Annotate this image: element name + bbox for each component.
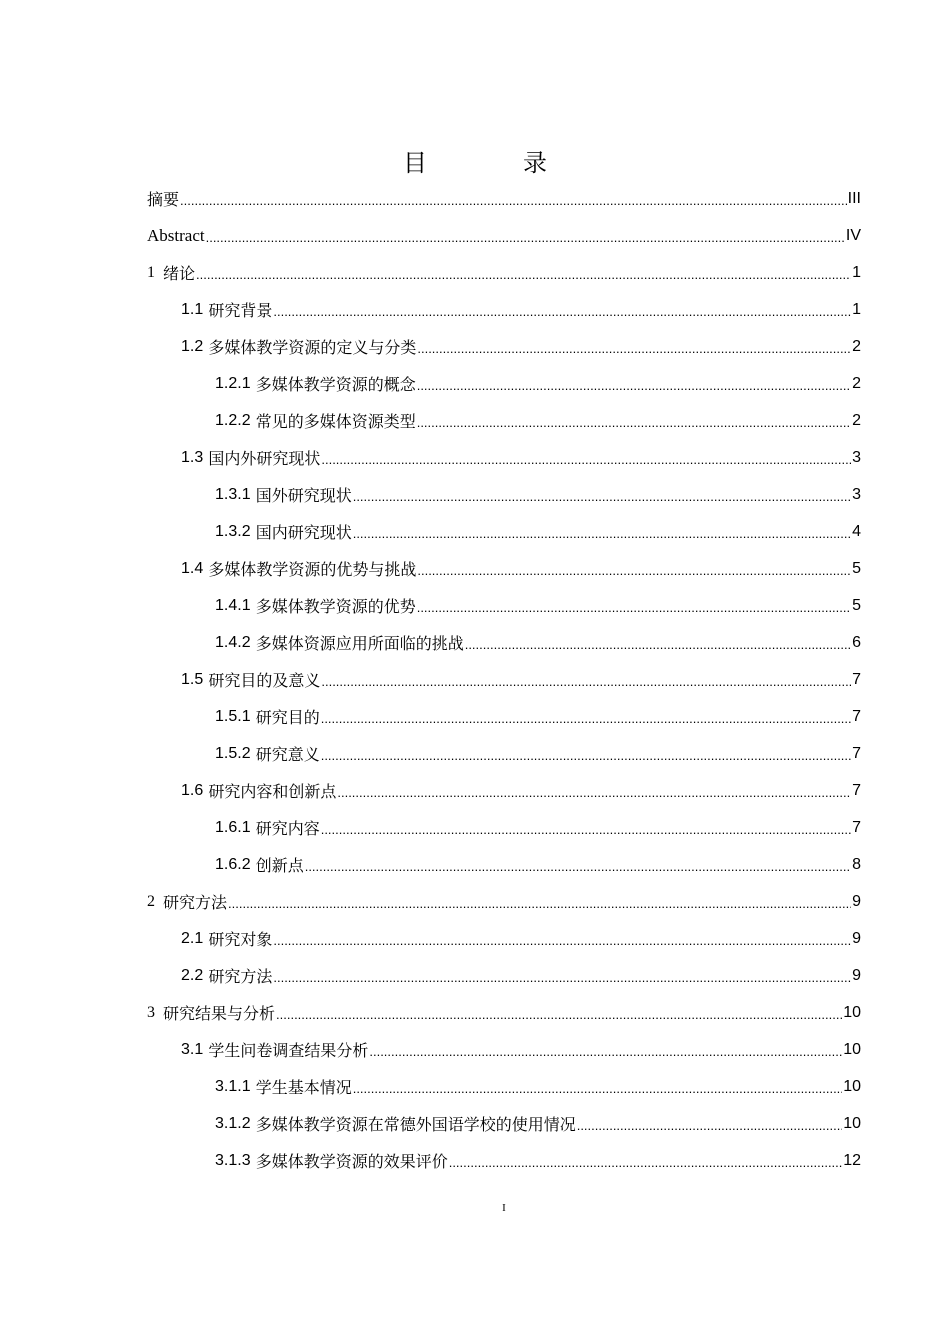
toc-dot-leader [273, 933, 851, 948]
toc-dot-leader [228, 896, 851, 911]
toc-entry-page: 7 [852, 744, 861, 762]
toc-dot-leader [417, 341, 851, 356]
toc-entry[interactable] [147, 550, 861, 587]
toc-entry-number: 3 [147, 1003, 155, 1021]
toc-entry-title: 研究结果与分析 [163, 1004, 276, 1023]
toc-entry[interactable] [147, 1105, 861, 1142]
toc-dot-leader [417, 378, 851, 393]
toc-entry-page: 3 [852, 448, 861, 466]
toc-entry-page: 10 [843, 1003, 861, 1021]
toc-entry-number: 1.2 [181, 337, 204, 355]
toc-entry[interactable] [147, 513, 861, 550]
toc-entry-title: Abstract [147, 225, 205, 245]
toc-entry-page: 5 [852, 559, 861, 577]
toc-dot-leader [196, 267, 851, 282]
toc-entry[interactable] [147, 217, 861, 254]
toc-entry-title: 研究内容 [255, 819, 320, 838]
toc-entry-title: 多媒体教学资源的概念 [255, 375, 416, 394]
toc-dot-leader [180, 193, 847, 208]
toc-entry-number: 2.1 [181, 929, 204, 947]
toc-dot-leader [206, 230, 845, 245]
toc-entry-number: 1.4 [181, 559, 204, 577]
toc-entry-page: 7 [852, 781, 861, 799]
toc-entry-page: 12 [843, 1151, 861, 1169]
toc-entry-title: 学生基本情况 [255, 1078, 352, 1097]
toc-entry-title: 研究内容和创新点 [208, 782, 337, 801]
toc-entry-number: 1.1 [181, 300, 204, 318]
toc-entry-page: 10 [843, 1077, 861, 1095]
toc-dot-leader [321, 674, 851, 689]
toc-entry[interactable] [147, 439, 861, 476]
toc-entry-page: 4 [852, 522, 861, 540]
toc-dot-leader [449, 1155, 843, 1170]
toc-entry[interactable] [147, 809, 861, 846]
toc-entry-title: 多媒体教学资源在常德外国语学校的使用情况 [255, 1115, 576, 1134]
toc-entry-page: 2 [852, 337, 861, 355]
toc-entry[interactable] [147, 365, 861, 402]
toc-dot-leader [417, 563, 851, 578]
toc-entry-title: 研究方法 [163, 893, 228, 912]
toc-entry-title: 多媒体教学资源的效果评价 [255, 1152, 448, 1171]
toc-entry-number: 1.5.1 [215, 707, 251, 725]
toc-entry-title: 研究背景 [208, 301, 273, 320]
toc-entry-page: 10 [843, 1114, 861, 1132]
toc-entry-title: 研究目的 [255, 708, 320, 727]
toc-entry-number: 3.1.3 [215, 1151, 251, 1169]
toc-entry-title: 学生问卷调查结果分析 [208, 1041, 369, 1060]
toc-dot-leader [353, 489, 851, 504]
toc-entry-title: 常见的多媒体资源类型 [255, 412, 416, 431]
toc-entry-number: 1.6.2 [215, 855, 251, 873]
toc-entry-page: III [847, 189, 861, 207]
toc-entry-page: 5 [852, 596, 861, 614]
toc-entry-page: 8 [852, 855, 861, 873]
toc-dot-leader [321, 711, 851, 726]
toc-entry-title: 研究意义 [255, 745, 320, 764]
toc-entry-number: 1.5 [181, 670, 204, 688]
toc-dot-leader [305, 859, 851, 874]
toc-entry-title: 多媒体教学资源的优势 [255, 597, 416, 616]
toc-entry[interactable] [147, 1031, 861, 1068]
toc-title: 目 录 [403, 149, 583, 177]
toc-entry[interactable] [147, 180, 861, 217]
toc-entry-number: 1.6.1 [215, 818, 251, 836]
toc-entry[interactable] [147, 402, 861, 439]
toc-entry-page: 1 [852, 300, 861, 318]
toc-entry-page: 10 [843, 1040, 861, 1058]
toc-entry-page: 7 [852, 818, 861, 836]
toc-entry-number: 2 [147, 892, 155, 910]
toc-entry[interactable] [147, 254, 861, 291]
toc-entry-title: 摘要 [147, 190, 180, 209]
toc-entry-title: 研究目的及意义 [208, 671, 321, 690]
table-of-contents [147, 180, 861, 1179]
toc-entry-number: 3.1.1 [215, 1077, 251, 1095]
toc-entry[interactable] [147, 661, 861, 698]
toc-dot-leader [337, 785, 851, 800]
toc-entry-number: 3.1 [181, 1040, 204, 1058]
toc-entry-page: 7 [852, 670, 861, 688]
toc-entry-number: 1.2.2 [215, 411, 251, 429]
toc-entry-page: 2 [852, 411, 861, 429]
toc-dot-leader [321, 452, 851, 467]
toc-entry-title: 多媒体资源应用所面临的挑战 [255, 634, 464, 653]
toc-entry[interactable] [147, 883, 861, 920]
toc-entry-number: 1.2.1 [215, 374, 251, 392]
toc-entry-page: 7 [852, 707, 861, 725]
toc-entry[interactable] [147, 1068, 861, 1105]
toc-dot-leader [273, 304, 851, 319]
toc-entry-number: 1.6 [181, 781, 204, 799]
toc-dot-leader [321, 748, 851, 763]
toc-entry-page: 3 [852, 485, 861, 503]
toc-dot-leader [273, 970, 851, 985]
toc-entry[interactable] [147, 476, 861, 513]
toc-entry[interactable] [147, 1142, 861, 1179]
toc-entry-page: 6 [852, 633, 861, 651]
toc-entry-number: 1.4.2 [215, 633, 251, 651]
toc-entry-title: 多媒体教学资源的定义与分类 [208, 338, 417, 357]
toc-entry-page: IV [845, 226, 861, 244]
toc-entry-number: 1.3.1 [215, 485, 251, 503]
toc-entry-title: 研究对象 [208, 930, 273, 949]
toc-dot-leader [369, 1044, 842, 1059]
toc-entry-number: 1.4.1 [215, 596, 251, 614]
toc-dot-leader [417, 600, 851, 615]
page-number: I [502, 1202, 506, 1214]
toc-dot-leader [577, 1118, 843, 1133]
toc-entry[interactable] [147, 624, 861, 661]
toc-entry[interactable] [147, 328, 861, 365]
toc-entry-page: 1 [852, 263, 861, 281]
toc-entry-title: 绪论 [163, 264, 196, 283]
toc-entry[interactable] [147, 291, 861, 328]
toc-entry-page: 9 [852, 966, 861, 984]
toc-entry-title: 国内研究现状 [255, 523, 352, 542]
toc-dot-leader [276, 1007, 842, 1022]
toc-entry-title: 创新点 [255, 856, 304, 875]
toc-entry-title: 国外研究现状 [255, 486, 352, 505]
toc-entry[interactable] [147, 920, 861, 957]
toc-entry[interactable] [147, 772, 861, 809]
toc-entry-number: 1 [147, 263, 155, 281]
toc-entry-page: 9 [852, 892, 861, 910]
toc-entry-title: 多媒体教学资源的优势与挑战 [208, 560, 417, 579]
toc-entry-page: 9 [852, 929, 861, 947]
toc-entry[interactable] [147, 957, 861, 994]
toc-entry-page: 2 [852, 374, 861, 392]
toc-dot-leader [321, 822, 851, 837]
toc-entry-number: 3.1.2 [215, 1114, 251, 1132]
toc-dot-leader [353, 526, 851, 541]
toc-dot-leader [417, 415, 851, 430]
toc-entry[interactable] [147, 735, 861, 772]
toc-entry-number: 2.2 [181, 966, 204, 984]
toc-entry-number: 1.5.2 [215, 744, 251, 762]
toc-entry[interactable] [147, 587, 861, 624]
toc-entry-title: 国内外研究现状 [208, 449, 321, 468]
toc-dot-leader [465, 637, 851, 652]
toc-dot-leader [353, 1081, 843, 1096]
toc-entry[interactable] [147, 698, 861, 735]
toc-entry-title: 研究方法 [208, 967, 273, 986]
toc-entry-number: 1.3 [181, 448, 204, 466]
toc-entry-number: 1.3.2 [215, 522, 251, 540]
toc-entry[interactable] [147, 846, 861, 883]
toc-entry[interactable] [147, 994, 861, 1031]
